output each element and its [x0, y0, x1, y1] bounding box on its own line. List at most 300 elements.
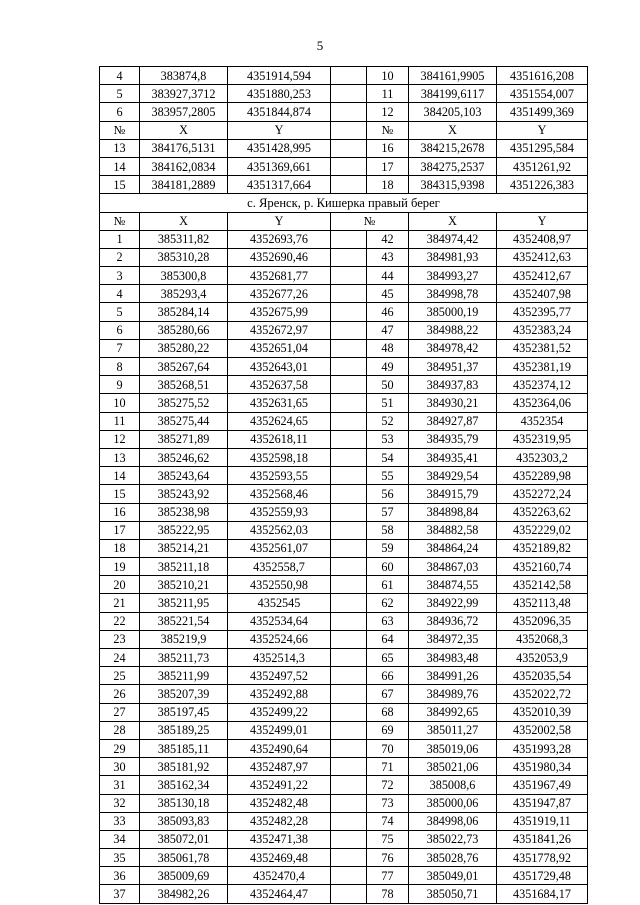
separator-cell — [331, 339, 367, 357]
x-coordinate-cell: 383927,3712 — [140, 85, 228, 103]
separator-cell — [331, 867, 367, 885]
point-number-cell: 75 — [367, 830, 409, 848]
x-coordinate-cell: 385271,89 — [140, 430, 228, 448]
y-coordinate-cell: 4352482,48 — [228, 794, 331, 812]
point-number-cell: 20 — [100, 576, 140, 594]
point-number-cell: 66 — [367, 667, 409, 685]
x-coordinate-cell: 384992,65 — [409, 703, 497, 721]
table-row — [100, 558, 588, 576]
y-coordinate-cell: 4351947,87 — [497, 794, 588, 812]
point-number-cell: 34 — [100, 830, 140, 848]
point-number-cell: 24 — [100, 649, 140, 667]
separator-cell — [331, 394, 367, 412]
table-row — [100, 303, 588, 321]
separator-cell — [331, 67, 367, 85]
point-number-cell: 12 — [100, 430, 140, 448]
point-number-cell: 17 — [100, 521, 140, 539]
point-number-cell: 43 — [367, 248, 409, 266]
x-coordinate-cell: 384205,103 — [409, 103, 497, 121]
x-coordinate-cell: 384898,84 — [409, 503, 497, 521]
point-number-cell: 60 — [367, 558, 409, 576]
separator-cell — [331, 321, 367, 339]
point-number-cell: 11 — [367, 85, 409, 103]
point-number-cell: 29 — [100, 739, 140, 757]
y-coordinate-cell: 4352643,01 — [228, 358, 331, 376]
y-coordinate-cell: 4352559,93 — [228, 503, 331, 521]
y-coordinate-cell: 4352693,76 — [228, 230, 331, 248]
y-coordinate-cell: 4352618,11 — [228, 430, 331, 448]
x-coordinate-cell: 385211,18 — [140, 558, 228, 576]
point-number-cell: 5 — [100, 303, 140, 321]
x-coordinate-cell: 384974,42 — [409, 230, 497, 248]
x-coordinate-cell: 385275,52 — [140, 394, 228, 412]
x-coordinate-cell: 385000,06 — [409, 794, 497, 812]
x-coordinate-cell: 384882,58 — [409, 521, 497, 539]
header-number: № — [331, 212, 409, 230]
y-coordinate-cell: 4352354 — [497, 412, 588, 430]
x-coordinate-cell: 383957,2805 — [140, 103, 228, 121]
point-number-cell: 65 — [367, 649, 409, 667]
point-number-cell: 50 — [367, 376, 409, 394]
y-coordinate-cell: 4352010,39 — [497, 703, 588, 721]
x-coordinate-cell: 384989,76 — [409, 685, 497, 703]
y-coordinate-cell: 4352514,3 — [228, 649, 331, 667]
y-coordinate-cell: 4352229,02 — [497, 521, 588, 539]
table-row — [100, 594, 588, 612]
point-number-cell: 4 — [100, 285, 140, 303]
x-coordinate-cell: 385243,92 — [140, 485, 228, 503]
point-number-cell: 22 — [100, 612, 140, 630]
y-coordinate-cell: 4352272,24 — [497, 485, 588, 503]
point-number-cell: 47 — [367, 321, 409, 339]
x-coordinate-cell: 384929,54 — [409, 467, 497, 485]
separator-cell — [331, 521, 367, 539]
x-coordinate-cell: 385211,73 — [140, 649, 228, 667]
point-number-cell: 6 — [100, 103, 140, 121]
point-number-cell: 13 — [100, 139, 140, 157]
point-number-cell: 31 — [100, 776, 140, 794]
header-y: Y — [228, 121, 331, 139]
point-number-cell: 59 — [367, 539, 409, 557]
header-y: Y — [497, 212, 588, 230]
y-coordinate-cell: 4352381,19 — [497, 358, 588, 376]
point-number-cell: 11 — [100, 412, 140, 430]
point-number-cell: 2 — [100, 248, 140, 266]
point-number-cell: 36 — [100, 867, 140, 885]
y-coordinate-cell: 4351616,208 — [497, 67, 588, 85]
point-number-cell: 55 — [367, 467, 409, 485]
table-row — [100, 739, 588, 757]
table-header-row — [100, 212, 588, 230]
y-coordinate-cell: 4352672,97 — [228, 321, 331, 339]
separator-cell — [331, 849, 367, 867]
y-coordinate-cell: 4352482,28 — [228, 812, 331, 830]
y-coordinate-cell: 4352002,58 — [497, 721, 588, 739]
y-coordinate-cell: 4352490,64 — [228, 739, 331, 757]
x-coordinate-cell: 383874,8 — [140, 67, 228, 85]
x-coordinate-cell: 385093,83 — [140, 812, 228, 830]
y-coordinate-cell: 4352681,77 — [228, 267, 331, 285]
point-number-cell: 52 — [367, 412, 409, 430]
table-row — [100, 267, 588, 285]
table-row — [100, 867, 588, 885]
point-number-cell: 30 — [100, 758, 140, 776]
y-coordinate-cell: 4352651,04 — [228, 339, 331, 357]
separator-cell — [331, 376, 367, 394]
separator-cell — [331, 248, 367, 266]
y-coordinate-cell: 4352374,12 — [497, 376, 588, 394]
y-coordinate-cell: 4351428,995 — [228, 139, 331, 157]
header-number: № — [100, 212, 140, 230]
x-coordinate-cell: 385300,8 — [140, 267, 228, 285]
table-row — [100, 612, 588, 630]
separator-cell — [331, 285, 367, 303]
separator-cell — [331, 812, 367, 830]
x-coordinate-cell: 384998,06 — [409, 812, 497, 830]
point-number-cell: 10 — [367, 67, 409, 85]
separator-cell — [331, 176, 367, 194]
x-coordinate-cell: 385019,06 — [409, 739, 497, 757]
separator-cell — [331, 121, 367, 139]
point-number-cell: 33 — [100, 812, 140, 830]
table-row — [100, 230, 588, 248]
x-coordinate-cell: 385211,95 — [140, 594, 228, 612]
y-coordinate-cell: 4352303,2 — [497, 448, 588, 466]
table-row — [100, 758, 588, 776]
x-coordinate-cell: 384972,35 — [409, 630, 497, 648]
y-coordinate-cell: 4351914,594 — [228, 67, 331, 85]
table-row — [100, 139, 588, 157]
x-coordinate-cell: 384275,2537 — [409, 157, 497, 175]
point-number-cell: 51 — [367, 394, 409, 412]
y-coordinate-cell: 4352160,74 — [497, 558, 588, 576]
header-y: Y — [497, 121, 588, 139]
table-row — [100, 885, 588, 903]
point-number-cell: 68 — [367, 703, 409, 721]
point-number-cell: 7 — [100, 339, 140, 357]
y-coordinate-cell: 4352469,48 — [228, 849, 331, 867]
table-row — [100, 430, 588, 448]
y-coordinate-cell: 4352545 — [228, 594, 331, 612]
x-coordinate-cell: 384935,41 — [409, 448, 497, 466]
x-coordinate-cell: 385011,27 — [409, 721, 497, 739]
table-row — [100, 85, 588, 103]
x-coordinate-cell: 384199,6117 — [409, 85, 497, 103]
separator-cell — [331, 448, 367, 466]
x-coordinate-cell: 384982,26 — [140, 885, 228, 903]
x-coordinate-cell: 384937,83 — [409, 376, 497, 394]
table-row — [100, 157, 588, 175]
point-number-cell: 63 — [367, 612, 409, 630]
separator-cell — [331, 739, 367, 757]
y-coordinate-cell: 4351919,11 — [497, 812, 588, 830]
point-number-cell: 56 — [367, 485, 409, 503]
table-row — [100, 812, 588, 830]
x-coordinate-cell: 384983,48 — [409, 649, 497, 667]
point-number-cell: 42 — [367, 230, 409, 248]
y-coordinate-cell: 4352035,54 — [497, 667, 588, 685]
x-coordinate-cell: 384915,79 — [409, 485, 497, 503]
x-coordinate-cell: 385189,25 — [140, 721, 228, 739]
separator-cell — [331, 703, 367, 721]
x-coordinate-cell: 384936,72 — [409, 612, 497, 630]
point-number-cell: 64 — [367, 630, 409, 648]
y-coordinate-cell: 4352492,88 — [228, 685, 331, 703]
y-coordinate-cell: 4351967,49 — [497, 776, 588, 794]
y-coordinate-cell: 4351369,661 — [228, 157, 331, 175]
y-coordinate-cell: 4352412,63 — [497, 248, 588, 266]
x-coordinate-cell: 385267,64 — [140, 358, 228, 376]
separator-cell — [331, 539, 367, 557]
separator-cell — [331, 412, 367, 430]
y-coordinate-cell: 4352142,58 — [497, 576, 588, 594]
table-header-row — [100, 121, 588, 139]
x-coordinate-cell: 384867,03 — [409, 558, 497, 576]
x-coordinate-cell: 384927,87 — [409, 412, 497, 430]
x-coordinate-cell: 385021,06 — [409, 758, 497, 776]
x-coordinate-cell: 384315,9398 — [409, 176, 497, 194]
point-number-cell: 12 — [367, 103, 409, 121]
separator-cell — [331, 667, 367, 685]
x-coordinate-cell: 385243,64 — [140, 467, 228, 485]
table-row — [100, 830, 588, 848]
table-row — [100, 703, 588, 721]
y-coordinate-cell: 4352395,77 — [497, 303, 588, 321]
point-number-cell: 44 — [367, 267, 409, 285]
y-coordinate-cell: 4352487,97 — [228, 758, 331, 776]
table-row — [100, 539, 588, 557]
x-coordinate-cell: 385238,98 — [140, 503, 228, 521]
point-number-cell: 27 — [100, 703, 140, 721]
table-row — [100, 358, 588, 376]
x-coordinate-cell: 385280,66 — [140, 321, 228, 339]
point-number-cell: 46 — [367, 303, 409, 321]
table-row — [100, 339, 588, 357]
section-title: с. Яренск, р. Кишерка правый берег — [100, 194, 588, 212]
point-number-cell: 5 — [100, 85, 140, 103]
point-number-cell: 4 — [100, 67, 140, 85]
point-number-cell: 69 — [367, 721, 409, 739]
table-row — [100, 467, 588, 485]
y-coordinate-cell: 4352412,67 — [497, 267, 588, 285]
y-coordinate-cell: 4352096,35 — [497, 612, 588, 630]
x-coordinate-cell: 384988,22 — [409, 321, 497, 339]
x-coordinate-cell: 385284,14 — [140, 303, 228, 321]
table-row — [100, 794, 588, 812]
x-coordinate-cell: 385050,71 — [409, 885, 497, 903]
table-row — [100, 721, 588, 739]
y-coordinate-cell: 4351980,34 — [497, 758, 588, 776]
separator-cell — [331, 649, 367, 667]
point-number-cell: 74 — [367, 812, 409, 830]
y-coordinate-cell: 4351554,007 — [497, 85, 588, 103]
y-coordinate-cell: 4351778,92 — [497, 849, 588, 867]
y-coordinate-cell: 4351261,92 — [497, 157, 588, 175]
y-coordinate-cell: 4352497,52 — [228, 667, 331, 685]
point-number-cell: 15 — [100, 485, 140, 503]
x-coordinate-cell: 384162,0834 — [140, 157, 228, 175]
y-coordinate-cell: 4352068,3 — [497, 630, 588, 648]
y-coordinate-cell: 4352499,22 — [228, 703, 331, 721]
y-coordinate-cell: 4352561,07 — [228, 539, 331, 557]
point-number-cell: 32 — [100, 794, 140, 812]
table-row — [100, 485, 588, 503]
separator-cell — [331, 885, 367, 903]
x-coordinate-cell: 384922,99 — [409, 594, 497, 612]
table-row — [100, 503, 588, 521]
point-number-cell: 57 — [367, 503, 409, 521]
table-row — [100, 103, 588, 121]
x-coordinate-cell: 384864,24 — [409, 539, 497, 557]
x-coordinate-cell: 384181,2889 — [140, 176, 228, 194]
header-number: № — [367, 121, 409, 139]
x-coordinate-cell: 384930,21 — [409, 394, 497, 412]
header-x: X — [409, 121, 497, 139]
x-coordinate-cell: 385280,22 — [140, 339, 228, 357]
x-coordinate-cell: 385210,21 — [140, 576, 228, 594]
y-coordinate-cell: 4351499,369 — [497, 103, 588, 121]
point-number-cell: 58 — [367, 521, 409, 539]
separator-cell — [331, 85, 367, 103]
x-coordinate-cell: 385222,95 — [140, 521, 228, 539]
separator-cell — [331, 358, 367, 376]
point-number-cell: 17 — [367, 157, 409, 175]
table-row — [100, 521, 588, 539]
x-coordinate-cell: 385162,34 — [140, 776, 228, 794]
point-number-cell: 8 — [100, 358, 140, 376]
y-coordinate-cell: 4352470,4 — [228, 867, 331, 885]
y-coordinate-cell: 4352383,24 — [497, 321, 588, 339]
table-row — [100, 248, 588, 266]
separator-cell — [331, 721, 367, 739]
point-number-cell: 15 — [100, 176, 140, 194]
table-row — [100, 667, 588, 685]
point-number-cell: 72 — [367, 776, 409, 794]
y-coordinate-cell: 4352562,03 — [228, 521, 331, 539]
point-number-cell: 18 — [100, 539, 140, 557]
point-number-cell: 23 — [100, 630, 140, 648]
point-number-cell: 16 — [100, 503, 140, 521]
point-number-cell: 53 — [367, 430, 409, 448]
separator-cell — [331, 576, 367, 594]
separator-cell — [331, 503, 367, 521]
point-number-cell: 54 — [367, 448, 409, 466]
x-coordinate-cell: 384176,5131 — [140, 139, 228, 157]
x-coordinate-cell: 385022,73 — [409, 830, 497, 848]
separator-cell — [331, 612, 367, 630]
table-row — [100, 394, 588, 412]
point-number-cell: 1 — [100, 230, 140, 248]
y-coordinate-cell: 4352408,97 — [497, 230, 588, 248]
y-coordinate-cell: 4352289,98 — [497, 467, 588, 485]
x-coordinate-cell: 384998,78 — [409, 285, 497, 303]
y-coordinate-cell: 4351295,584 — [497, 139, 588, 157]
y-coordinate-cell: 4352675,99 — [228, 303, 331, 321]
table-row — [100, 176, 588, 194]
point-number-cell: 18 — [367, 176, 409, 194]
y-coordinate-cell: 4352113,48 — [497, 594, 588, 612]
x-coordinate-cell: 384951,37 — [409, 358, 497, 376]
y-coordinate-cell: 4352464,47 — [228, 885, 331, 903]
x-coordinate-cell: 385009,69 — [140, 867, 228, 885]
x-coordinate-cell: 384874,55 — [409, 576, 497, 594]
y-coordinate-cell: 4352631,65 — [228, 394, 331, 412]
separator-cell — [331, 157, 367, 175]
x-coordinate-cell: 384215,2678 — [409, 139, 497, 157]
separator-cell — [331, 267, 367, 285]
point-number-cell: 48 — [367, 339, 409, 357]
table-row — [100, 776, 588, 794]
y-coordinate-cell: 4352022,72 — [497, 685, 588, 703]
separator-cell — [331, 430, 367, 448]
y-coordinate-cell: 4351844,874 — [228, 103, 331, 121]
x-coordinate-cell: 385268,51 — [140, 376, 228, 394]
table-row — [100, 630, 588, 648]
table-row — [100, 285, 588, 303]
x-coordinate-cell: 385028,76 — [409, 849, 497, 867]
point-number-cell: 3 — [100, 267, 140, 285]
table-row — [100, 321, 588, 339]
point-number-cell: 71 — [367, 758, 409, 776]
separator-cell — [331, 685, 367, 703]
x-coordinate-cell: 384978,42 — [409, 339, 497, 357]
separator-cell — [331, 558, 367, 576]
y-coordinate-cell: 4351729,48 — [497, 867, 588, 885]
point-number-cell: 14 — [100, 467, 140, 485]
y-coordinate-cell: 4352364,06 — [497, 394, 588, 412]
x-coordinate-cell: 385181,92 — [140, 758, 228, 776]
x-coordinate-cell: 385246,62 — [140, 448, 228, 466]
point-number-cell: 19 — [100, 558, 140, 576]
separator-cell — [331, 594, 367, 612]
x-coordinate-cell: 385197,45 — [140, 703, 228, 721]
separator-cell — [331, 758, 367, 776]
separator-cell — [331, 230, 367, 248]
y-coordinate-cell: 4352568,46 — [228, 485, 331, 503]
table-row — [100, 376, 588, 394]
y-coordinate-cell: 4352677,26 — [228, 285, 331, 303]
x-coordinate-cell: 385275,44 — [140, 412, 228, 430]
y-coordinate-cell: 4352624,65 — [228, 412, 331, 430]
table-row — [100, 685, 588, 703]
x-coordinate-cell: 385311,82 — [140, 230, 228, 248]
point-number-cell: 49 — [367, 358, 409, 376]
y-coordinate-cell: 4352593,55 — [228, 467, 331, 485]
header-y: Y — [228, 212, 331, 230]
separator-cell — [331, 794, 367, 812]
x-coordinate-cell: 385207,39 — [140, 685, 228, 703]
x-coordinate-cell: 384981,93 — [409, 248, 497, 266]
y-coordinate-cell: 4352534,64 — [228, 612, 331, 630]
x-coordinate-cell: 385008,6 — [409, 776, 497, 794]
point-number-cell: 26 — [100, 685, 140, 703]
point-number-cell: 37 — [100, 885, 140, 903]
point-number-cell: 61 — [367, 576, 409, 594]
separator-cell — [331, 139, 367, 157]
y-coordinate-cell: 4352524,66 — [228, 630, 331, 648]
point-number-cell: 28 — [100, 721, 140, 739]
separator-cell — [331, 103, 367, 121]
separator-cell — [331, 630, 367, 648]
table-row — [100, 576, 588, 594]
y-coordinate-cell: 4352598,18 — [228, 448, 331, 466]
y-coordinate-cell: 4351226,383 — [497, 176, 588, 194]
point-number-cell: 70 — [367, 739, 409, 757]
y-coordinate-cell: 4352053,9 — [497, 649, 588, 667]
x-coordinate-cell: 385310,28 — [140, 248, 228, 266]
y-coordinate-cell: 4352189,82 — [497, 539, 588, 557]
separator-cell — [331, 485, 367, 503]
